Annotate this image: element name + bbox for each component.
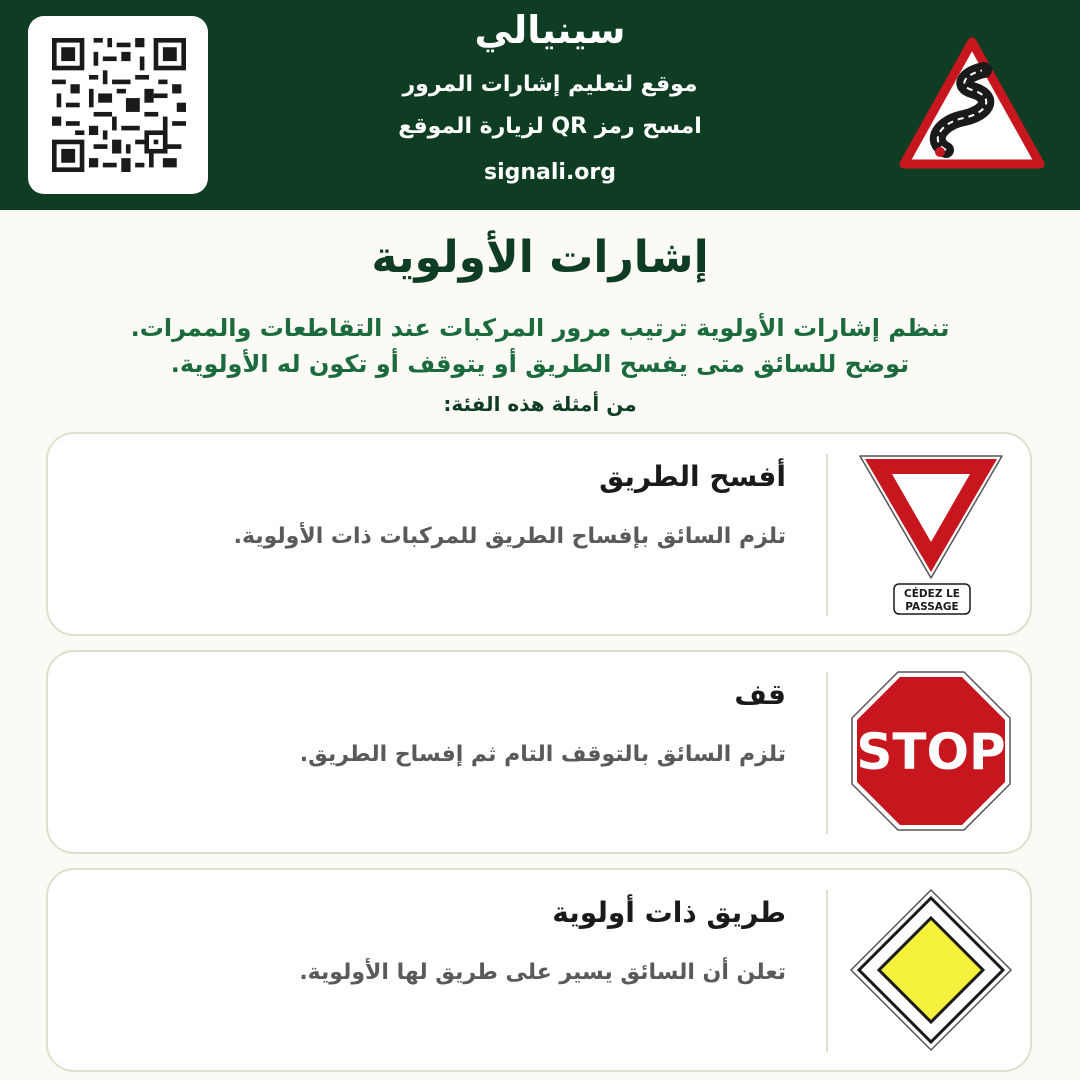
- sign-title: طريق ذات أولوية: [552, 896, 786, 929]
- sign-card-priority-road: [46, 868, 1032, 1072]
- scan-instruction: امسح رمز QR لزيارة الموقع: [398, 114, 702, 139]
- site-name: سينيالي: [474, 8, 626, 52]
- sign-description: تلزم السائق بالتوقف التام ثم إفساح الطريق.: [299, 742, 786, 767]
- stop-sign-icon: [850, 670, 1012, 832]
- card-divider: [826, 890, 828, 1052]
- intro-line-2: توضح للسائق متى يفسح الطريق أو يتوقف أو تكون له الأولوية.: [170, 350, 910, 378]
- site-header: [0, 0, 1080, 210]
- examples-label: من أمثلة هذه الفئة:: [443, 392, 637, 416]
- sign-description: تلزم السائق بإفساح الطريق للمركبات ذات الأولوية.: [233, 524, 786, 549]
- site-url[interactable]: signali.org: [483, 160, 617, 185]
- qr-code-icon: [52, 38, 186, 172]
- sign-description: تعلن أن السائق يسير على طريق لها الأولوية.: [299, 960, 786, 985]
- sign-card-yield: [46, 432, 1032, 636]
- stop-sign-text: STOP: [856, 723, 1006, 781]
- intro-line-1: تنظم إشارات الأولوية ترتيب مرور المركبات عند التقاطعات والممرات.: [130, 314, 950, 342]
- page-title: إشارات الأولوية: [371, 232, 709, 283]
- winding-road-warning-icon: [898, 36, 1046, 172]
- card-divider: [826, 454, 828, 616]
- yield-sign-icon: [856, 452, 1006, 616]
- sign-title: أفسح الطريق: [599, 460, 786, 493]
- site-tagline: موقع لتعليم إشارات المرور: [402, 72, 698, 97]
- sign-card-stop: [46, 650, 1032, 854]
- sign-title: قف: [734, 678, 786, 711]
- yield-plate-line-1: CÉDEZ LE: [904, 588, 960, 600]
- qr-code[interactable]: [28, 16, 208, 194]
- yield-plate-line-2: PASSAGE: [905, 601, 959, 613]
- card-divider: [826, 672, 828, 834]
- intro-text: [40, 310, 1040, 382]
- priority-road-sign-icon: [849, 888, 1013, 1052]
